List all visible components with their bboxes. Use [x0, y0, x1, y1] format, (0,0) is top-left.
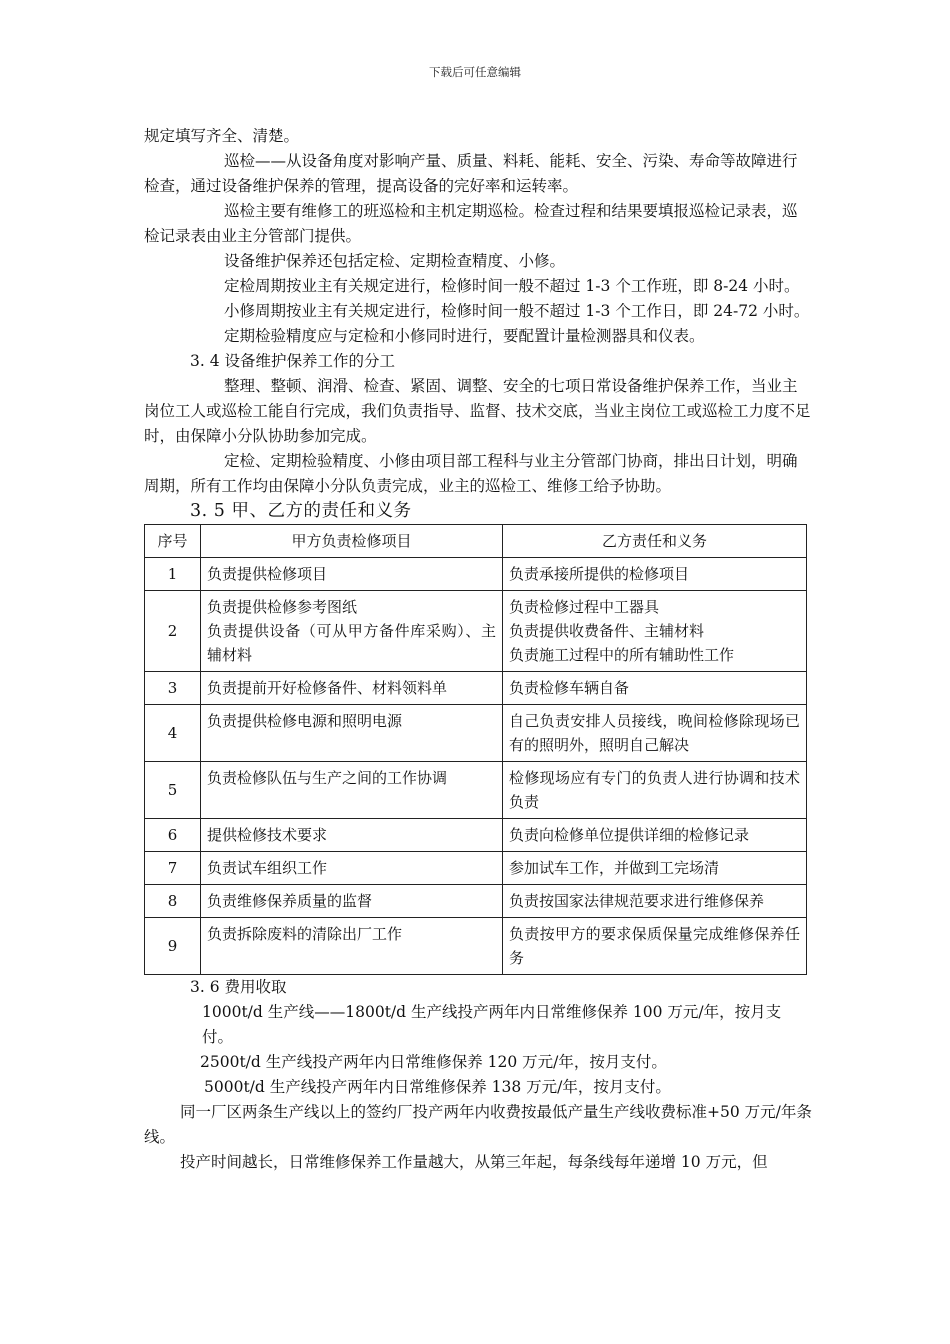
cell-line: 负责拆除废料的清除出厂工作: [207, 925, 403, 943]
party-b-cell: [503, 558, 807, 591]
cell-line: 负责提供收费备件、主辅材料: [509, 622, 705, 640]
cell-line: 自己负责安排人员接线，晚间检修除现场已有的照明外，照明自己解决: [509, 712, 800, 754]
party-a-cell: [201, 852, 503, 885]
party-b-cell: [503, 918, 807, 975]
table-row: [145, 558, 807, 591]
cell-line: 负责承接所提供的检修项目: [509, 565, 690, 583]
party-a-cell: [201, 705, 503, 762]
row-number-cell: 8: [145, 885, 201, 918]
row-number-cell: 2: [145, 591, 201, 672]
table-row: [145, 885, 807, 918]
paragraph: 巡检——从设备角度对影响产量、质量、料耗、能耗、安全、污染、寿命等故障进行检查，通过设备维护保养的管理，提高设备的完好率和运转率。: [144, 152, 798, 195]
fee-paragraph: 投产时间越长，日常维修保养工作量越大，从第三年起，每条线每年递增 10 万元，但: [180, 1153, 768, 1171]
cell-line: 负责向检修单位提供详细的检修记录: [509, 826, 750, 844]
cell-line: 负责提供检修项目: [207, 565, 328, 583]
paragraph: 定检周期按业主有关规定进行，检修时间一般不超过 1-3 个工作班，即 8-24 小时。: [224, 277, 800, 295]
column-header-party-a: 甲方负责检修项目: [201, 525, 503, 558]
party-a-cell: [201, 591, 503, 672]
paragraph: 规定填写齐全、清楚。: [144, 127, 300, 145]
fee-line: 1000t/d 生产线——1800t/d 生产线投产两年内日常维修保养 100 万元/年，按月支付。: [202, 1003, 782, 1046]
party-a-cell: [201, 558, 503, 591]
table-row: [145, 819, 807, 852]
document-body: [144, 124, 812, 1175]
paragraph: 巡检主要有维修工的班巡检和主机定期巡检。检查过程和结果要填报巡检记录表，巡检记录表由业主分管部门提供。: [144, 202, 798, 245]
fee-paragraph: 同一厂区两条生产线以上的签约厂投产两年内收费按最低产量生产线收费标准+50 万元/年条线。: [144, 1103, 812, 1146]
fee-line: 2500t/d 生产线投产两年内日常维修保养 120 万元/年，按月支付。: [200, 1053, 667, 1071]
responsibility-table: [144, 524, 807, 975]
row-number-cell: 9: [145, 918, 201, 975]
section-heading-3-6: 3. 6 费用收取: [190, 978, 287, 996]
party-a-cell: [201, 672, 503, 705]
party-a-cell: [201, 819, 503, 852]
cell-line: 负责提前开好检修备件、材料领料单: [207, 679, 448, 697]
row-number-cell: 4: [145, 705, 201, 762]
party-b-cell: [503, 591, 807, 672]
section-heading-3-5: 3. 5 甲、乙方的责任和义务: [190, 501, 412, 521]
party-a-cell: [201, 918, 503, 975]
table-header-row: [145, 525, 807, 558]
table-row: [145, 705, 807, 762]
cell-line: 负责试车组织工作: [207, 859, 328, 877]
party-b-cell: [503, 819, 807, 852]
cell-line: 负责按甲方的要求保质保量完成维修保养任务: [509, 925, 800, 967]
cell-line: 负责检修车辆自备: [509, 679, 630, 697]
party-b-cell: [503, 852, 807, 885]
table-row: [145, 918, 807, 975]
row-number-cell: 3: [145, 672, 201, 705]
paragraph: 设备维护保养还包括定检、定期检查精度、小修。: [224, 252, 566, 270]
cell-line: 负责提供检修电源和照明电源: [207, 712, 403, 730]
cell-line: 参加试车工作，并做到工完场清: [509, 859, 720, 877]
row-number-cell: 6: [145, 819, 201, 852]
row-number-cell: 7: [145, 852, 201, 885]
page-header: 下载后可任意编辑: [429, 65, 521, 79]
party-b-cell: [503, 705, 807, 762]
column-header-party-b: 乙方责任和义务: [503, 525, 807, 558]
table-row: [145, 672, 807, 705]
table-body: [145, 558, 807, 975]
fee-line: 5000t/d 生产线投产两年内日常维修保养 138 万元/年，按月支付。: [204, 1078, 671, 1096]
cell-line: 负责按国家法律规范要求进行维修保养: [509, 892, 765, 910]
section-heading-3-4: 3. 4 设备维护保养工作的分工: [190, 352, 396, 370]
paragraph: 整理、整顿、润滑、检查、紧固、调整、安全的七项日常设备维护保养工作，当业主岗位工人或巡检工能自行完成，我们负责指导、监督、技术交底，当业主岗位工或巡检工力度不足时，由保障小分队协助参加完成。: [144, 377, 811, 445]
party-b-cell: [503, 672, 807, 705]
cell-line: 负责施工过程中的所有辅助性工作: [509, 646, 735, 664]
cell-line: 负责提供检修参考图纸: [207, 598, 358, 616]
party-a-cell: [201, 885, 503, 918]
cell-line: 负责提供设备（可从甲方备件库采购）、主辅材料: [207, 622, 496, 664]
cell-line: 检修现场应有专门的负责人进行协调和技术负责: [509, 769, 800, 811]
cell-line: 负责检修过程中工器具: [509, 598, 660, 616]
cell-line: 负责维修保养质量的监督: [207, 892, 373, 910]
row-number-cell: 1: [145, 558, 201, 591]
table-row: [145, 852, 807, 885]
paragraph: 小修周期按业主有关规定进行，检修时间一般不超过 1-3 个工作日，即 24-72 小时。: [224, 302, 810, 320]
table-row: [145, 591, 807, 672]
cell-line: 提供检修技术要求: [207, 826, 328, 844]
paragraph: 定检、定期检验精度、小修由项目部工程科与业主分管部门协商，排出日计划，明确周期，所有工作均由保障小分队负责完成，业主的巡检工、维修工给予协助。: [144, 452, 798, 495]
paragraph: 定期检验精度应与定检和小修同时进行，要配置计量检测器具和仪表。: [224, 327, 705, 345]
party-a-cell: [201, 762, 503, 819]
column-header-no: 序号: [145, 525, 201, 558]
party-b-cell: [503, 885, 807, 918]
cell-line: 负责检修队伍与生产之间的工作协调: [207, 769, 448, 787]
table-row: [145, 762, 807, 819]
party-b-cell: [503, 762, 807, 819]
row-number-cell: 5: [145, 762, 201, 819]
